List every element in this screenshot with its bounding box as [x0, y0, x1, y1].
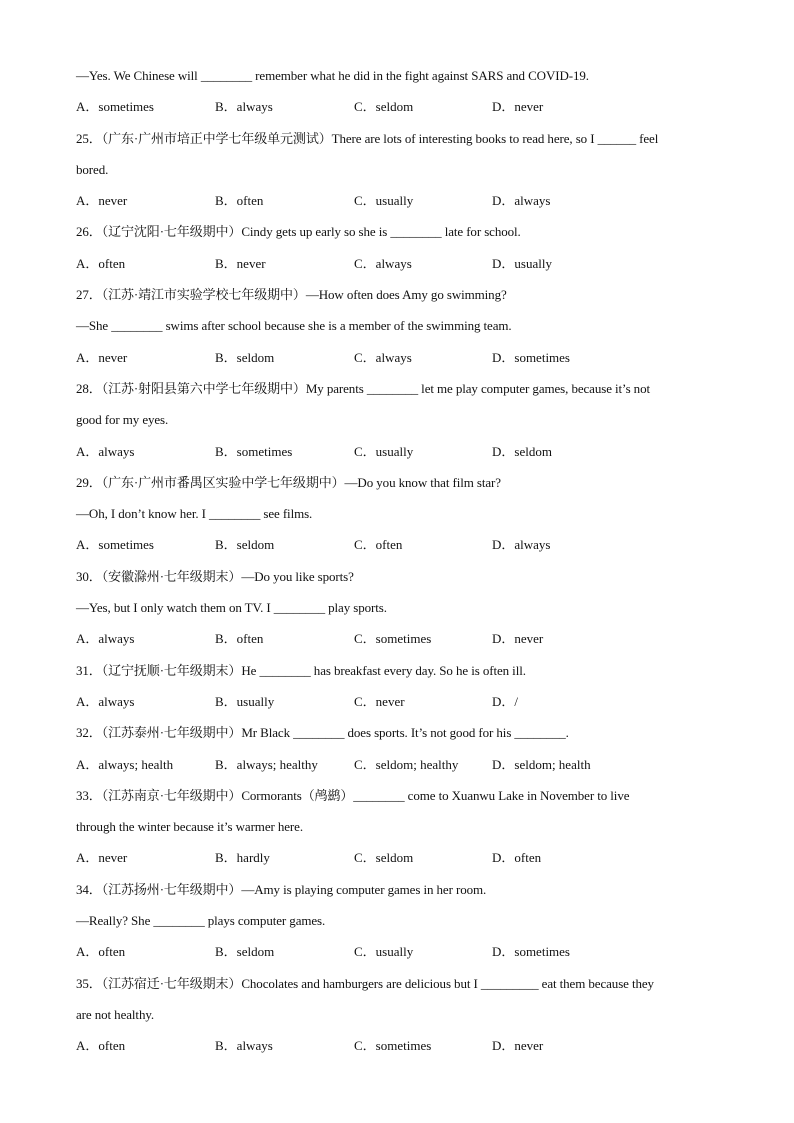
question-block: [76, 784, 716, 878]
question-list: [76, 64, 716, 1066]
answer-option-c[interactable]: C．sometimes: [354, 631, 432, 647]
answer-option-b[interactable]: B．always: [215, 99, 273, 115]
answer-option-d[interactable]: D．seldom: [492, 443, 552, 459]
answer-option-a[interactable]: A．sometimes: [76, 99, 154, 115]
question-text-continued: —Yes, but I only watch them on TV. I ________ play sports.: [76, 600, 387, 616]
question-block: [76, 283, 716, 377]
answer-options: [76, 189, 716, 220]
question-text: 35．（江苏宿迁·七年级期末）Chocolates and hamburgers are delicious but I _________ eat them because they: [76, 975, 654, 991]
question-text: 30．（安徽滁州·七年级期末）—Do you like sports?: [76, 568, 354, 584]
question-block: [76, 471, 716, 565]
answer-option-c[interactable]: C．usually: [354, 944, 414, 960]
question-text: —Yes. We Chinese will ________ remember what he did in the fight against SARS and COVID-19.: [76, 68, 589, 83]
question-text: 27．（江苏·靖江市实验学校七年级期中）—How often does Amy go swimming?: [76, 287, 507, 303]
question-text-continued: through the winter because it’s warmer here.: [76, 819, 303, 835]
answer-option-d[interactable]: D．never: [492, 1038, 544, 1054]
answer-option-a[interactable]: A．never: [76, 850, 128, 866]
answer-option-c[interactable]: C．usually: [354, 193, 414, 209]
question-text: 26．（辽宁沈阳·七年级期中）Cindy gets up early so she is ________ late for school.: [76, 224, 521, 240]
question-text: 34．（江苏扬州·七年级期中）—Amy is playing computer games in her room.: [76, 881, 487, 897]
answer-option-a[interactable]: A．sometimes: [76, 537, 154, 553]
answer-option-d[interactable]: D．never: [492, 631, 544, 647]
answer-options: [76, 533, 716, 564]
question-text-continued: good for my eyes.: [76, 412, 169, 428]
answer-option-a[interactable]: A．often: [76, 255, 126, 271]
question-block: [76, 659, 716, 722]
question-text: 31．（辽宁抚顺·七年级期末）He ________ has breakfast every day. So he is often ill.: [76, 662, 526, 678]
answer-options: [76, 940, 716, 971]
answer-option-b[interactable]: B．always: [215, 1038, 273, 1054]
answer-option-c[interactable]: C．seldom: [354, 99, 414, 115]
answer-options: [76, 753, 716, 784]
answer-option-b[interactable]: B．hardly: [215, 850, 270, 866]
answer-option-b[interactable]: B．seldom: [215, 944, 275, 960]
answer-option-d[interactable]: D．usually: [492, 255, 552, 271]
answer-option-a[interactable]: A．always: [76, 693, 135, 709]
question-text: 32．（江苏泰州·七年级期中）Mr Black ________ does sports. It’s not good for his ________.: [76, 725, 569, 741]
answer-options: [76, 846, 716, 877]
answer-option-c[interactable]: C．sometimes: [354, 1038, 432, 1054]
question-text: 33．（江苏南京·七年级期中）Cormorants（鸬鹚）________ come to Xuanwu Lake in November to live: [76, 787, 630, 803]
answer-options: [76, 346, 716, 377]
answer-option-b[interactable]: B．sometimes: [215, 443, 293, 459]
answer-options: [76, 95, 716, 126]
answer-option-a[interactable]: A．never: [76, 193, 128, 209]
question-block: [76, 127, 716, 221]
answer-option-c[interactable]: C．always: [354, 255, 412, 271]
question-block: [76, 220, 716, 283]
question-text: 25．（广东·广州市培正中学七年级单元测试）There are lots of interesting books to read here, so I ______ feel: [76, 130, 659, 146]
answer-option-b[interactable]: B．usually: [215, 693, 275, 709]
answer-option-c[interactable]: C．seldom; healthy: [354, 756, 459, 772]
question-text: 28．（江苏·射阳县第六中学七年级期中）My parents ________ let me play computer games, because it’s not: [76, 380, 650, 396]
question-text-continued: are not healthy.: [76, 1006, 155, 1022]
answer-option-c[interactable]: C．never: [354, 693, 405, 709]
question-text-continued: —She ________ swims after school because she is a member of the swimming team.: [76, 318, 512, 334]
question-text-continued: —Oh, I don’t know her. I ________ see films.: [76, 506, 313, 522]
answer-option-d[interactable]: D．never: [492, 99, 544, 115]
answer-option-d[interactable]: D．always: [492, 537, 551, 553]
question-block: [76, 565, 716, 659]
question-block: [76, 878, 716, 972]
answer-option-a[interactable]: A．often: [76, 1038, 126, 1054]
question-text-continued: bored.: [76, 161, 109, 177]
question-block: [76, 972, 716, 1066]
answer-option-a[interactable]: A．always: [76, 631, 135, 647]
answer-option-a[interactable]: A．often: [76, 944, 126, 960]
question-text: 29．（广东·广州市番禺区实验中学七年级期中）—Do you know that film star?: [76, 474, 501, 490]
answer-option-d[interactable]: D．sometimes: [492, 349, 570, 365]
answer-options: [76, 1034, 716, 1065]
answer-options: [76, 440, 716, 471]
answer-option-a[interactable]: A．always: [76, 443, 135, 459]
question-text-continued: —Really? She ________ plays computer games.: [76, 913, 326, 929]
answer-option-b[interactable]: B．always; healthy: [215, 756, 318, 772]
answer-options: [76, 627, 716, 658]
answer-option-d[interactable]: D．often: [492, 850, 542, 866]
answer-option-b[interactable]: B．never: [215, 255, 266, 271]
answer-options: [76, 690, 716, 721]
answer-option-d[interactable]: D．sometimes: [492, 944, 570, 960]
answer-option-a[interactable]: A．always; health: [76, 756, 174, 772]
answer-option-a[interactable]: A．never: [76, 349, 128, 365]
question-block: [76, 721, 716, 784]
answer-option-c[interactable]: C．usually: [354, 443, 414, 459]
answer-option-b[interactable]: B．seldom: [215, 537, 275, 553]
answer-options: [76, 252, 716, 283]
answer-option-c[interactable]: C．often: [354, 537, 403, 553]
answer-option-b[interactable]: B．often: [215, 631, 264, 647]
answer-option-c[interactable]: C．seldom: [354, 850, 414, 866]
question-block: [76, 64, 716, 127]
answer-option-d[interactable]: D．/: [492, 693, 519, 709]
question-block: [76, 377, 716, 471]
answer-option-b[interactable]: B．often: [215, 193, 264, 209]
answer-option-d[interactable]: D．seldom; health: [492, 756, 591, 772]
answer-option-b[interactable]: B．seldom: [215, 349, 275, 365]
answer-option-c[interactable]: C．always: [354, 349, 412, 365]
answer-option-d[interactable]: D．always: [492, 193, 551, 209]
